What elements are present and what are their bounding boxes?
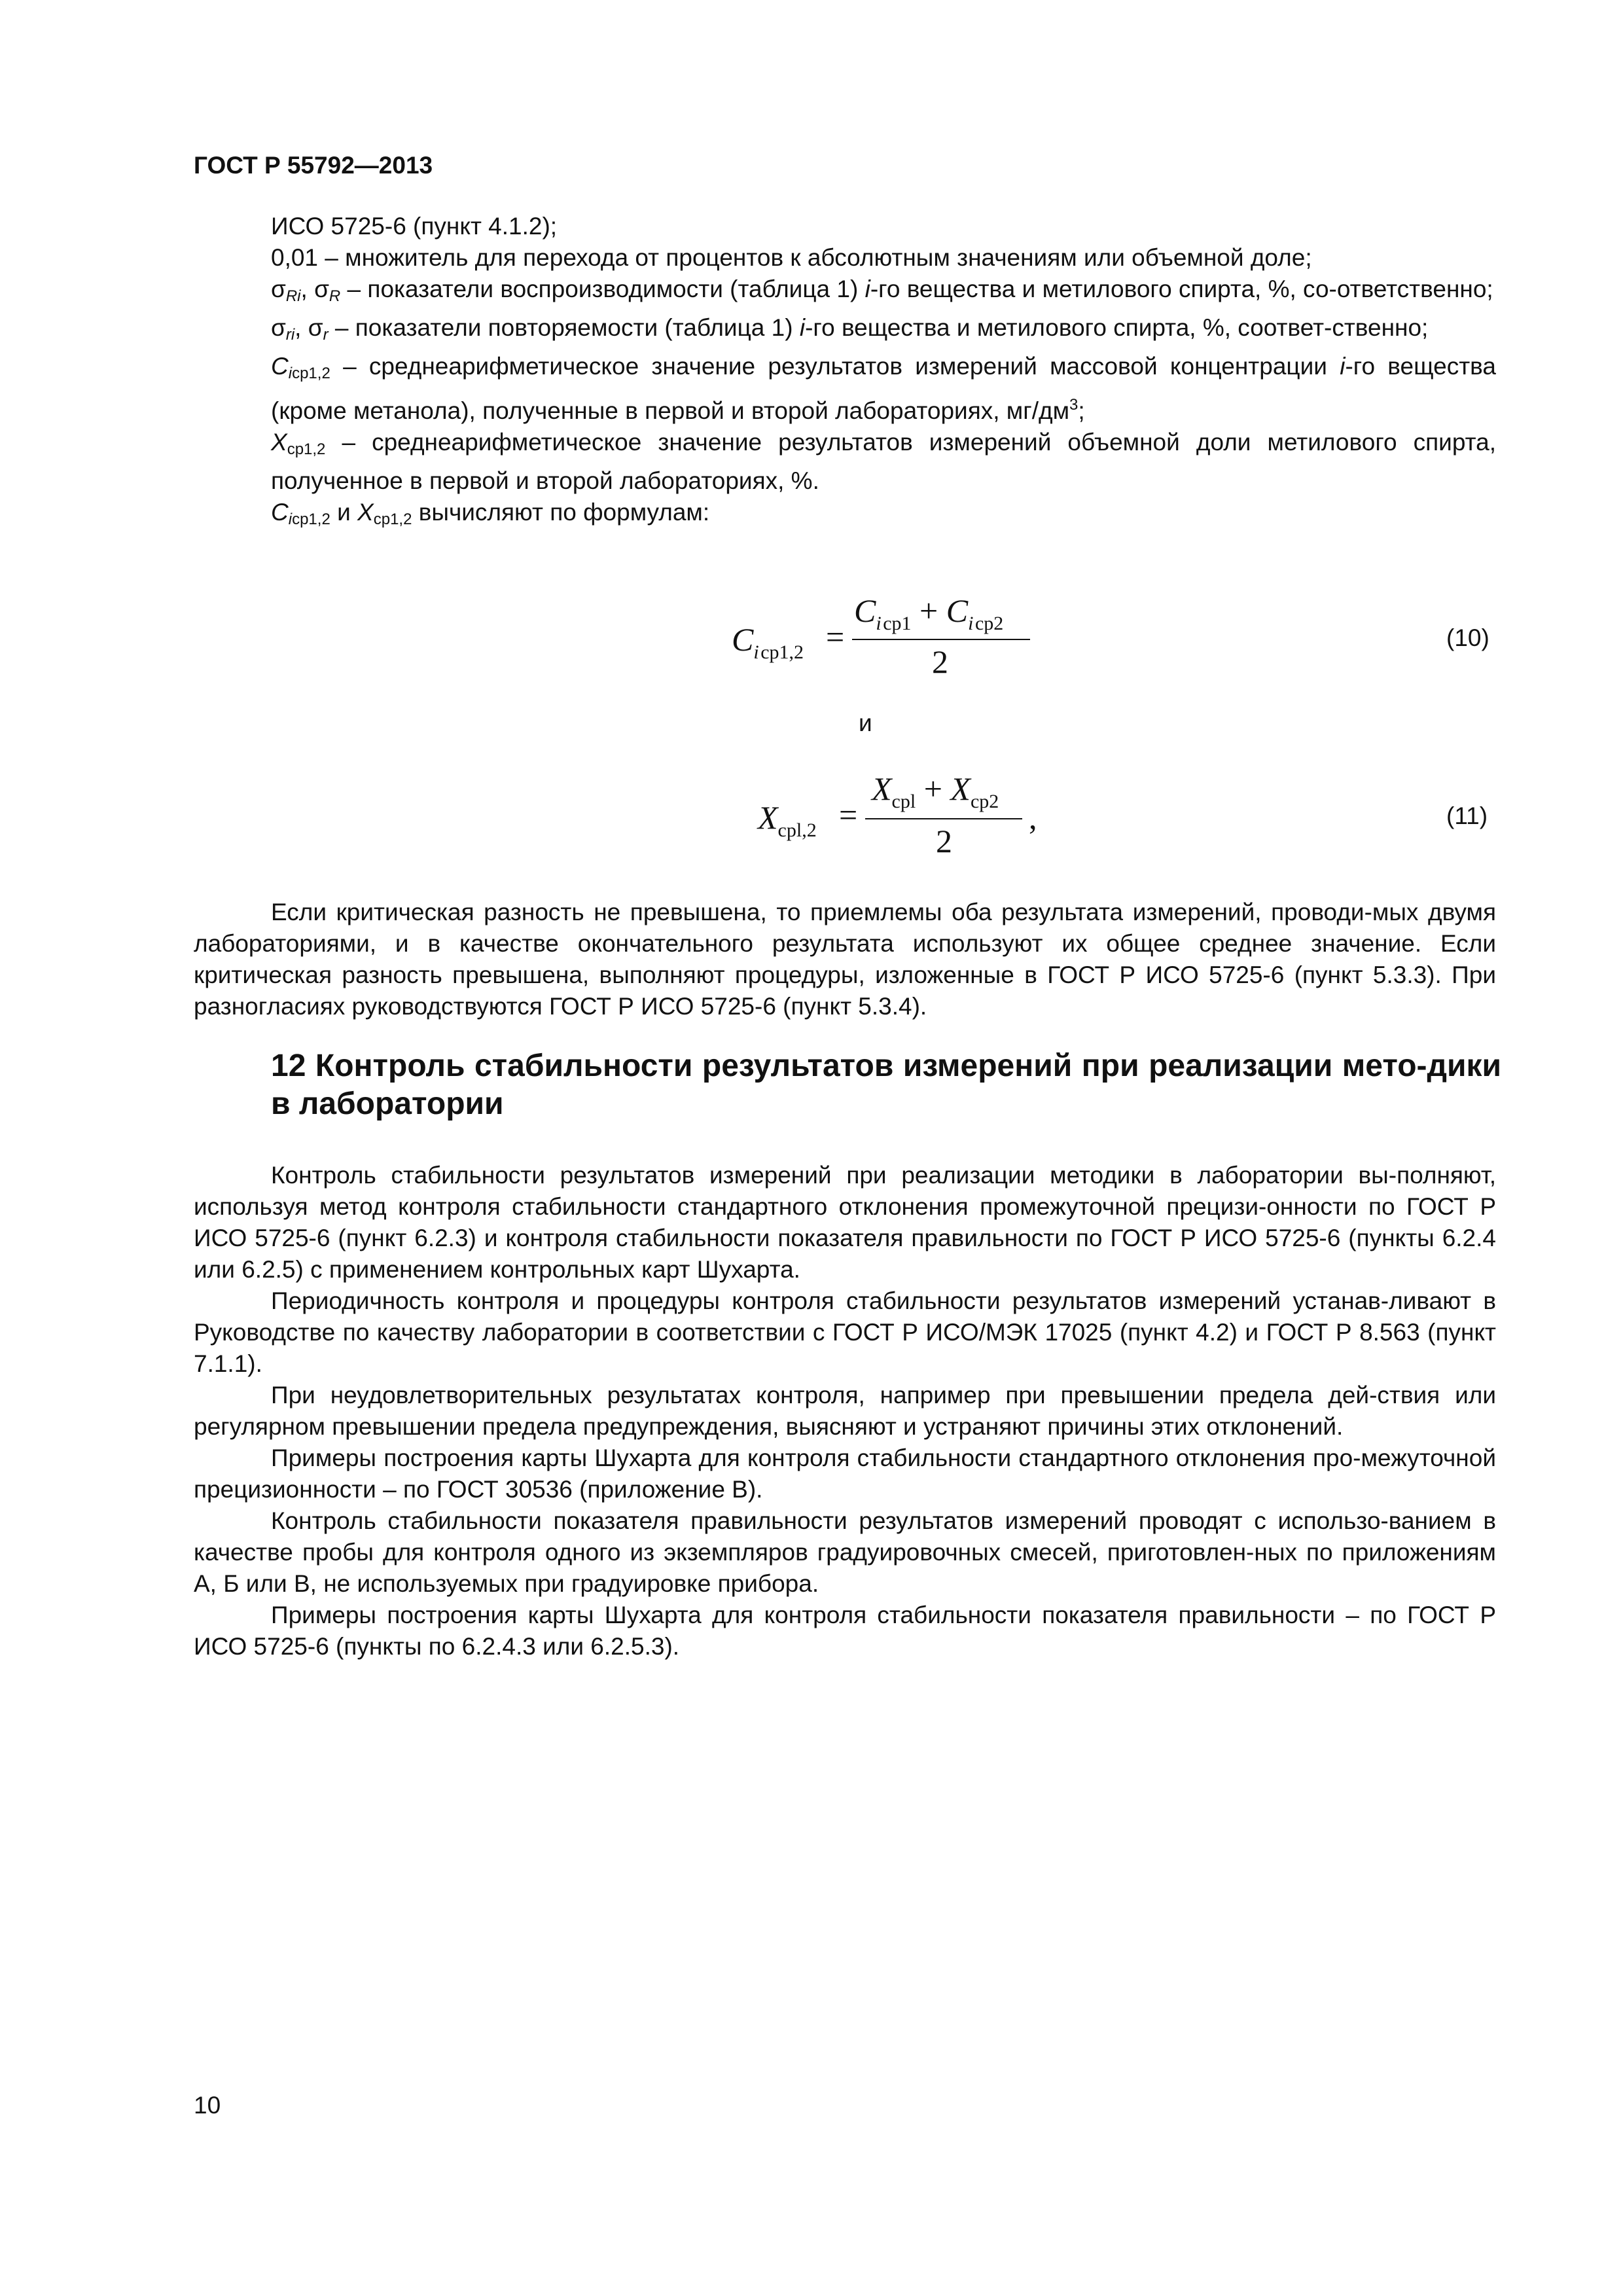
section-12-paragraph: Контроль стабильности результатов измерений при реализации методики в лаборатории вы-полняют, используя метод контроля стабильности стандартного отклонения промежуточной прецизи-онности по ГОСТ Р ИСО 5725-6 (пункт 6.2.3) и контроля стабильности показателя правильности по ГОСТ Р ИСО 5725-6 (пункты 6.2.4 или 6.2.5) с применением контрольных карт Шухарта. — [194, 1162, 1496, 1283]
formula-11-comma: , — [1029, 799, 1037, 836]
page-number: 10 — [194, 2092, 221, 2119]
criteria-paragraph-block — [194, 897, 1496, 1022]
formula-11-numerator: $X_{срl} + X_{ср2}$ — [872, 770, 999, 812]
section-12-paragraph: Примеры построения карты Шухарта для контроля стабильности стандартного отклонения про-межуточной прецизионности – по ГОСТ 30536 (приложение В). — [194, 1444, 1496, 1503]
section-12-paragraph: Периодичность контроля и процедуры контроля стабильности результатов измерений устанав-ливают в Руководстве по качеству лаборатории в соответствии с ГОСТ Р ИСО/МЭК 17025 (пункт 4.2) и ГОСТ Р 8.563 (пункт 7.1.1). — [194, 1287, 1496, 1377]
formula-11-equals: = — [839, 797, 858, 833]
calc-intro: $C_{iср1,2}$ и $X_{ср1,2}$ вычисляют по формулам: — [271, 499, 710, 528]
formula-10-numerator: $C_{i ср1} + C_{i ср2}$ — [854, 592, 1004, 634]
formula-11-lhs: $X_{срl,2}$ — [758, 799, 817, 841]
section-12-paragraph: Контроль стабильности показателя правильности результатов измерений проводят с использо-ванием в качестве пробы для контроля одного из экземпляров градуировочных смесей, приготовлен-ных по приложениям А, Б или В, не используемых при градуировке прибора. — [194, 1507, 1496, 1597]
formula-10-equals: = — [826, 619, 845, 655]
formula-11-number: (11) — [1446, 802, 1488, 829]
definitions-block — [194, 211, 1496, 535]
conjunction-and: и — [859, 709, 872, 736]
criteria-paragraph: Если критическая разность не превышена, то приемлемы оба результата измерений, проводи-мых двумя лабораториями, и в качестве окончательного результата используют их общее среднее значение. Если критическая разность превышена, выполняют процедуры, изложенные в ГОСТ Р ИСО 5725-6 (пункт 5.3.3). При разногласиях руководствуются ГОСТ Р ИСО 5725-6 (пункт 5.3.4). — [194, 899, 1496, 1020]
formula-11-denominator: 2 — [936, 823, 952, 859]
formula-10-fraction-bar — [852, 639, 1030, 640]
definition-line-1: ИСО 5725-6 (пункт 4.1.2); — [271, 213, 558, 240]
definition-c-mean: $C_{iср1,2}$ – среднеарифметическое значение результатов измерений массовой концентрации i-го вещества (кроме метанола), полученные в первой и второй лабораториях, $мг/дм^3$; — [271, 353, 1496, 424]
definition-sigma-R: $\sigma_{Ri}$, $\sigma_R$ – показатели воспроизводимости (таблица 1) i-го вещества и метилового спирта, %, со-ответственно; — [271, 276, 1493, 305]
document-header: ГОСТ Р 55792—2013 — [194, 152, 433, 179]
formula-10-lhs: $C_{i ср1,2}$ — [732, 621, 804, 663]
definition-x-mean: $X_{ср1,2}$ – среднеарифметическое значение результатов измерений объемной доли метилового спирта, полученное в первой и второй лабораториях, %. — [271, 429, 1496, 494]
section-12-title: 12 Контроль стабильности результатов измерений при реализации мето-дики в лаборатории — [271, 1049, 1501, 1121]
formula-10-number: (10) — [1446, 624, 1489, 651]
definition-line-2: 0,01 – множитель для перехода от процентов к абсолютным значениям или объемной доле; — [271, 244, 1312, 271]
formula-11-fraction-bar — [865, 818, 1022, 819]
definition-sigma-r: $\sigma_{ri}$, $\sigma_r$ – показатели повторяемости (таблица 1) i-го вещества и метилового спирта, %, соответ-ственно; — [271, 314, 1429, 344]
section-12-body — [194, 1160, 1496, 1662]
formula-10-denominator: 2 — [932, 643, 948, 680]
section-12-paragraph: При неудовлетворительных результатах контроля, например при превышении предела дей-ствия или регулярном превышении предела предупреждения, выясняют и устраняют причины этих отклонений. — [194, 1382, 1496, 1440]
section-12-paragraph: Примеры построения карты Шухарта для контроля стабильности показателя правильности – по ГОСТ Р ИСО 5725-6 (пункты по 6.2.4.3 или 6.2.5.3). — [194, 1602, 1496, 1660]
